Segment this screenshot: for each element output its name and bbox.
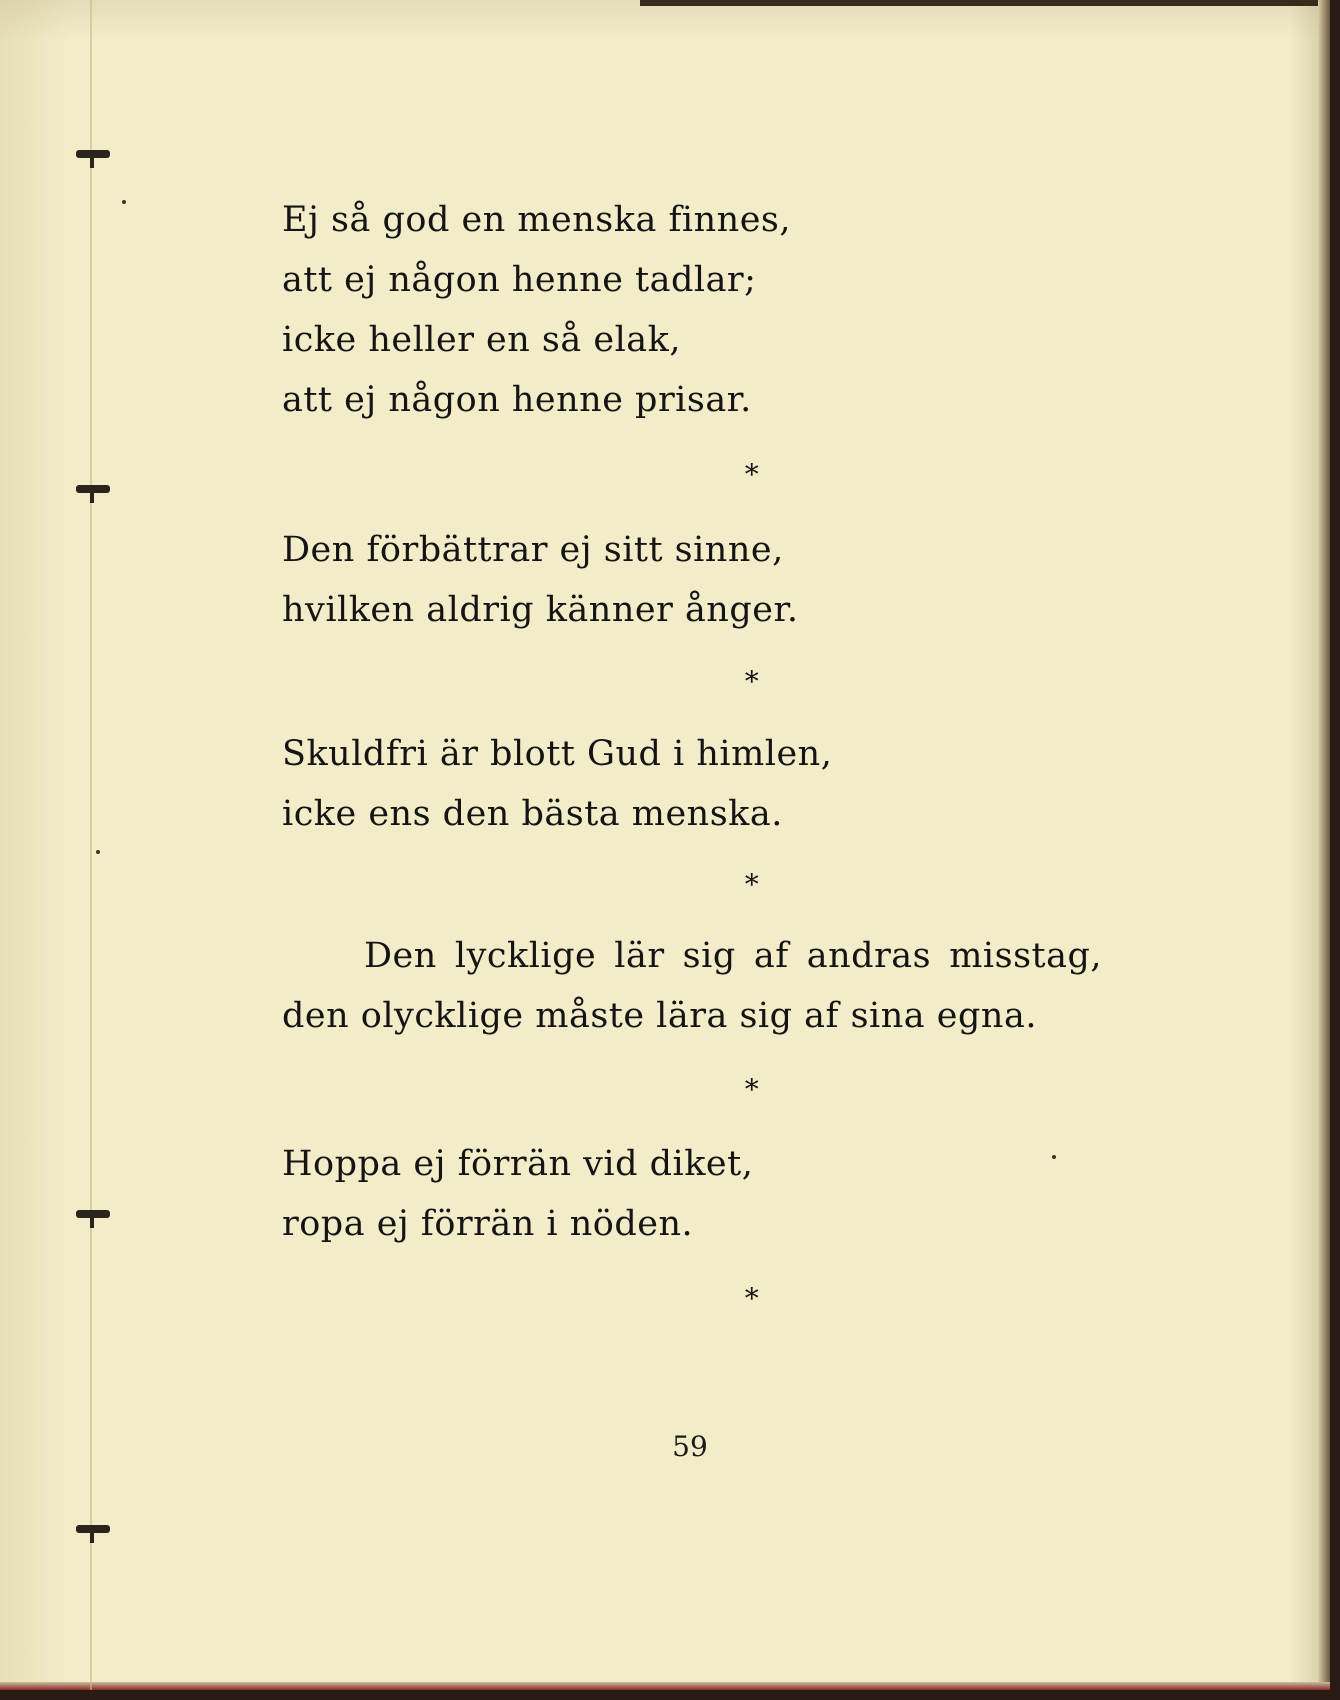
binding-thread	[76, 1525, 110, 1533]
stanza-3	[282, 724, 1102, 844]
verse-line: Skuldfri är blott Gud i himlen,	[282, 734, 833, 774]
binding-thread	[76, 485, 110, 493]
verse-line: att ej någon henne tadlar;	[282, 260, 757, 300]
proverb-paragraph: Den lycklige lär sig af andras misstag, den olycklige måste lära sig af sina egna.	[282, 936, 1102, 1036]
verse-line: ropa ej förrän i nöden.	[282, 1204, 694, 1244]
verse-line: Ej så god en menska finnes,	[282, 200, 792, 240]
separator-asterisk: *	[744, 868, 760, 901]
verse-line: hvilken aldrig känner ånger.	[282, 590, 799, 630]
verse-line: att ej någon henne prisar.	[282, 380, 752, 420]
separator-asterisk: *	[744, 458, 760, 491]
verse-line: icke heller en så elak,	[282, 320, 681, 360]
binding-thread	[76, 150, 110, 158]
book-cover-edge	[0, 1682, 1330, 1690]
stanza-2	[282, 520, 1102, 640]
separator-asterisk: *	[744, 1073, 760, 1106]
stanza-4	[282, 926, 1102, 1046]
page-number: 59	[672, 1430, 708, 1463]
verse-line: Den förbättrar ej sitt sinne,	[282, 530, 784, 570]
paper-speck	[122, 200, 126, 204]
page-text	[282, 190, 1102, 1344]
paper-speck	[96, 850, 100, 854]
page-edge-right	[1318, 0, 1330, 1690]
top-edge	[640, 0, 1330, 6]
stanza-5	[282, 1134, 1102, 1254]
verse-line: Hoppa ej förrän vid diket,	[282, 1144, 754, 1184]
separator-asterisk: *	[744, 665, 760, 698]
gutter-fold	[90, 0, 92, 1690]
binding-thread	[76, 1210, 110, 1218]
separator-asterisk: *	[744, 1282, 760, 1315]
verse-line: icke ens den bästa menska.	[282, 794, 783, 834]
stanza-1	[282, 190, 1102, 430]
